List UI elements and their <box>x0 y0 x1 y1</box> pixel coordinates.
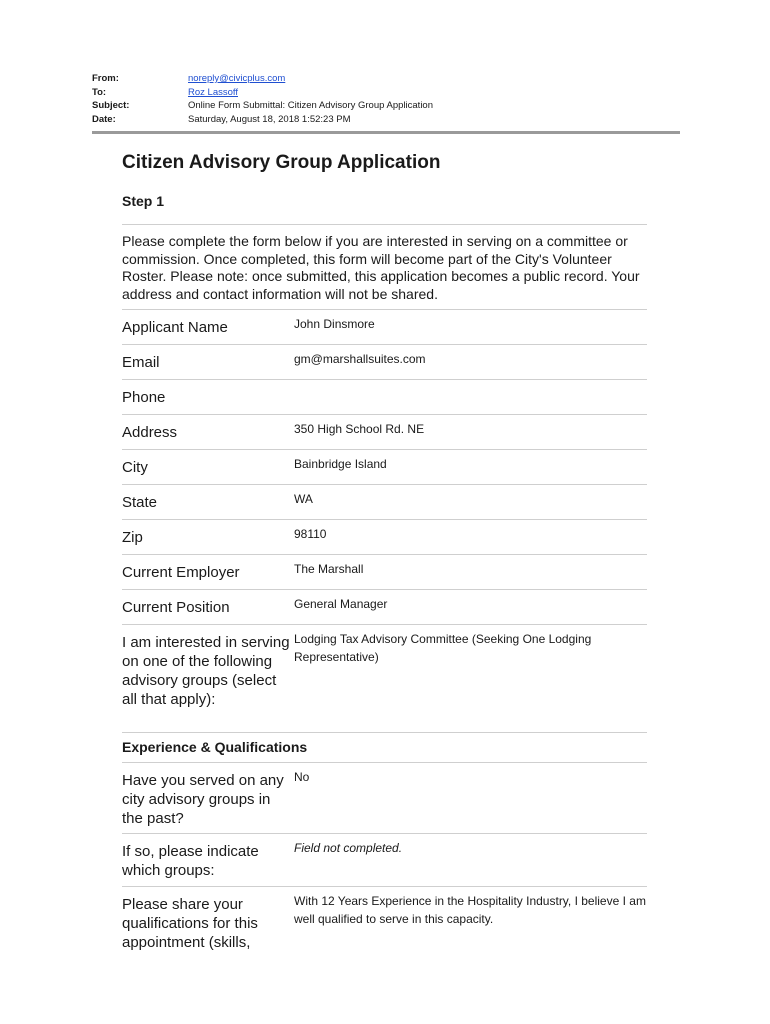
date-row <box>92 113 680 127</box>
header-divider <box>92 131 680 134</box>
field-value: WA <box>294 492 313 506</box>
field-label: Zip <box>122 529 143 546</box>
field-row <box>122 450 647 485</box>
field-value: Bainbridge Island <box>294 457 387 471</box>
field-row <box>122 834 647 887</box>
date-label: Date: <box>92 113 116 125</box>
field-label: Have you served on any city advisory groups in the past? <box>122 772 284 827</box>
field-label: Please share your qualifications for this appointment (skills, <box>122 896 258 951</box>
field-label: I am interested in serving on one of the following advisory groups (select all that apply): <box>122 634 290 708</box>
field-row <box>122 345 647 380</box>
field-value: 350 High School Rd. NE <box>294 422 425 436</box>
to-link[interactable]: Roz Lassoff <box>188 86 238 98</box>
from-label: From: <box>92 73 119 84</box>
field-value <box>294 380 647 414</box>
form-title: Citizen Advisory Group Application <box>122 152 441 173</box>
field-value: No <box>294 770 310 784</box>
to-row <box>92 86 680 100</box>
form-content <box>122 150 647 957</box>
field-value: With 12 Years Experience in the Hospitality Industry, I believe I am well qualified to serve in this capacity. <box>294 894 646 926</box>
field-row <box>122 485 647 520</box>
field-label: City <box>122 459 148 476</box>
field-value: Lodging Tax Advisory Committee (Seeking One Lodging Representative) <box>294 632 592 664</box>
to-label: To: <box>92 86 107 98</box>
field-label: If so, please indicate which groups: <box>122 843 259 879</box>
field-value: Field not completed. <box>294 841 403 855</box>
subject-label: Subject: <box>92 100 130 111</box>
field-row <box>122 590 647 625</box>
subject-value: Online Form Submittal: Citizen Advisory Group Application <box>188 100 433 111</box>
date-value: Saturday, August 18, 2018 1:52:23 PM <box>188 113 351 125</box>
field-row <box>122 763 647 834</box>
field-row <box>122 415 647 450</box>
field-row <box>122 520 647 555</box>
field-label: Address <box>122 424 178 441</box>
field-value: John Dinsmore <box>294 317 375 331</box>
intro-text: Please complete the form below if you are interested in serving on a committee or commission. Once completed, this form will become part of the City's Volunteer Roster. Please note: once submitted, this application becomes a public record. Your address and contact information will not be shared. <box>122 225 647 310</box>
field-row <box>122 887 647 957</box>
field-row <box>122 555 647 590</box>
step-heading: Step 1 <box>122 192 647 225</box>
field-label: Phone <box>122 389 166 406</box>
field-value: 98110 <box>294 527 327 541</box>
field-label: State <box>122 494 158 511</box>
field-value: General Manager <box>294 597 388 611</box>
from-row <box>92 72 680 86</box>
field-row <box>122 380 647 415</box>
field-row <box>122 625 647 733</box>
field-label: Applicant Name <box>122 319 228 336</box>
field-label: Current Position <box>122 599 230 616</box>
field-value: The Marshall <box>294 562 364 576</box>
email-header <box>92 72 680 126</box>
from-link[interactable]: noreply@civicplus.com <box>188 73 286 84</box>
field-label: Email <box>122 354 160 371</box>
subject-row <box>92 99 680 113</box>
section-heading: Experience & Qualifications <box>122 733 647 763</box>
field-row <box>122 310 647 345</box>
field-value: gm@marshallsuites.com <box>294 352 426 366</box>
field-label: Current Employer <box>122 564 240 581</box>
